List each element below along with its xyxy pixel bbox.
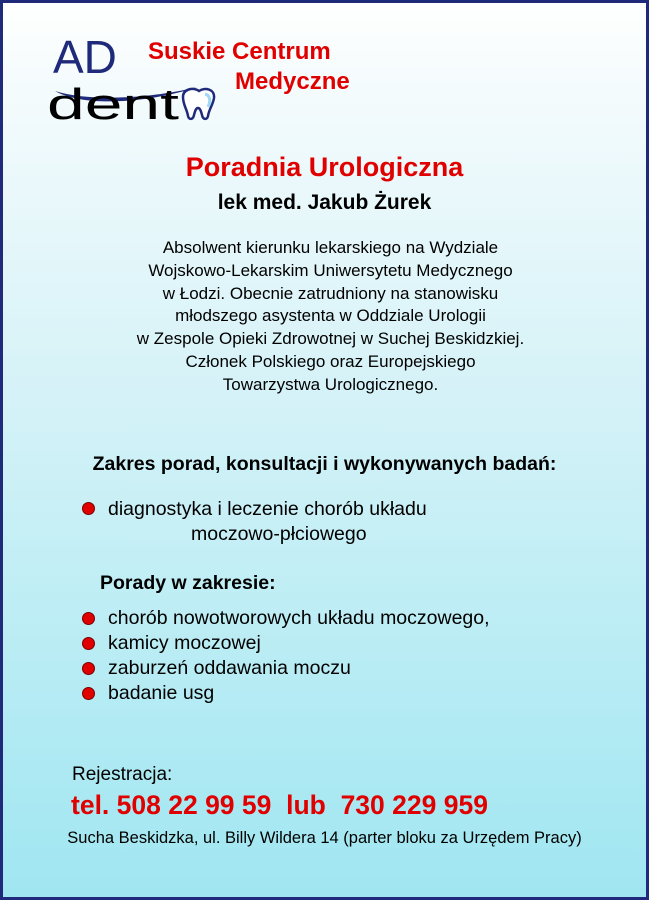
clinic-name-line2: Medyczne [235,68,350,95]
bio-line: w Zespole Opieki Zdrowotnej w Suchej Beskidzkiej. [136,329,525,349]
bio-line: Towarzystwa Urologicznego. [222,374,439,394]
logo-top-text: AD [53,31,117,83]
advice-heading: Porady w zakresie: [100,572,276,594]
scope-item-line1: diagnostyka i leczenie chorób układu [108,498,427,520]
bullet-icon [82,637,95,650]
bio-line: Absolwent kierunku lekarskiego na Wydziale [162,238,499,257]
scope-item-line2: moczowo-płciowego [191,523,367,545]
advice-item: badanie usg [108,682,215,704]
clinic-name [148,37,388,97]
registration-phone: tel. 508 22 99 59 lub 730 229 959 [71,790,488,820]
doctor-name: lek med. Jakub Żurek [217,191,432,214]
bio-line: Wojskowo-Lekarskim Uniwersytetu Medycznego [148,260,513,280]
bio-line: młodszego asystenta w Oddziale Urologii [175,306,486,326]
clinic-name-line1: Suskie Centrum [148,38,331,65]
advice-item: zaburzeń oddawania moczu [108,657,351,679]
bio-line: w Łodzi. Obecnie zatrudniony na stanowisku [162,283,499,303]
registration-label: Rejestracja: [72,764,173,785]
bullet-icon [82,612,95,625]
doctor-bio [58,237,603,397]
page-title: Poradnia Urologiczna [185,152,464,182]
advice-item: kamicy moczowej [108,632,261,654]
bullet-icon [82,502,95,515]
advice-item: chorób nowotworowych układu moczowego, [108,607,490,629]
bio-line: Członek Polskiego oraz Europejskiego [185,351,476,371]
logo-bottom-text: dent [47,80,179,129]
scope-heading: Zakres porad, konsultacji i wykonywanych badań: [92,453,557,475]
clinic-address: Sucha Beskidzka, ul. Billy Wildera 14 (parter bloku za Urzędem Pracy) [67,829,582,847]
bullet-icon [82,687,95,700]
bullet-icon [82,662,95,675]
